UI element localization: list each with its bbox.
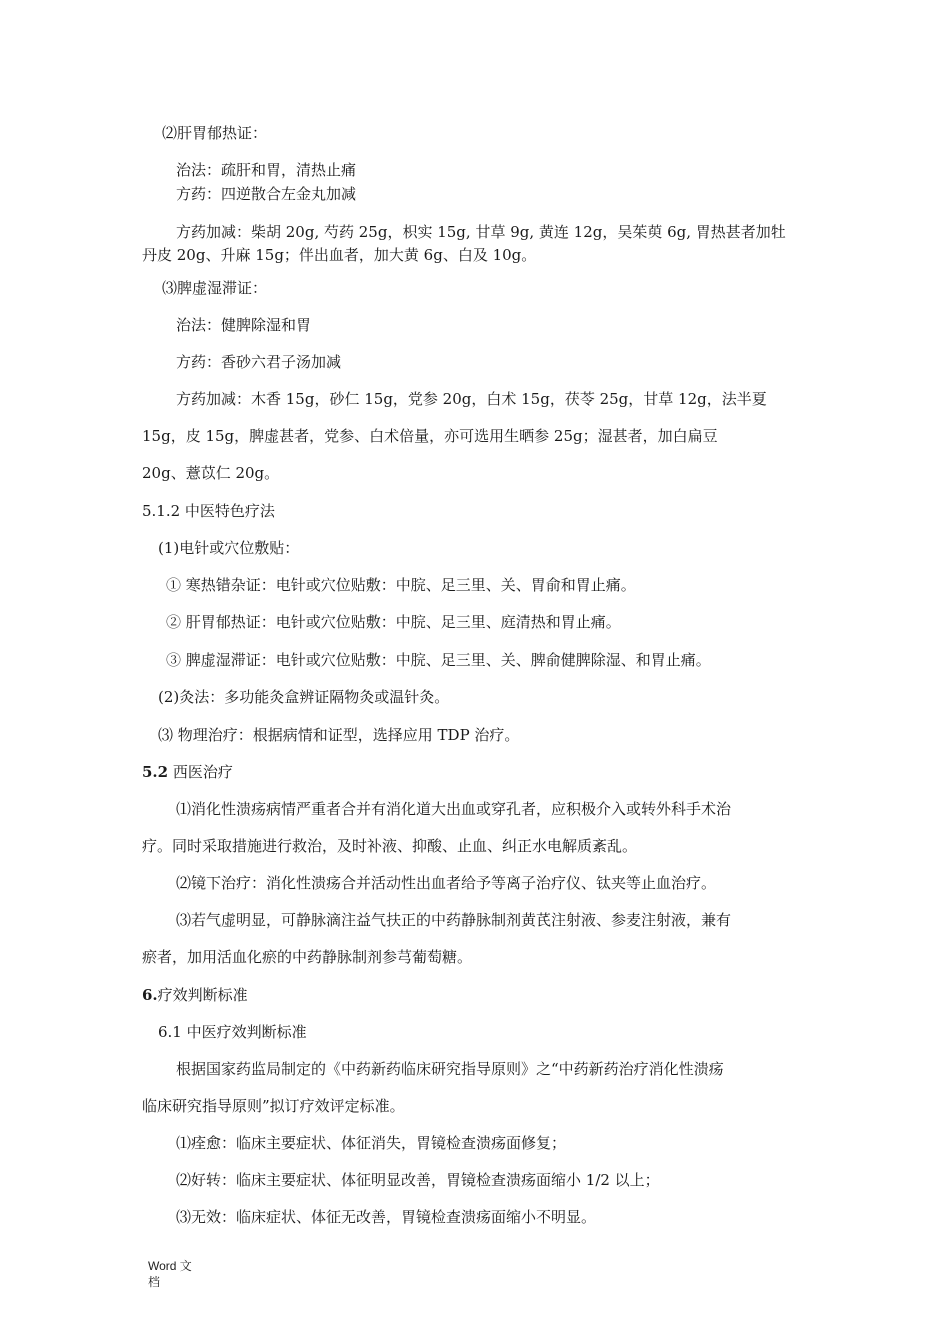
paragraph-physical-therapy: ⑶ 物理治疗：根据病情和证型，选择应用 TDP 治疗。 <box>158 726 520 744</box>
paragraph-cont: 临床研究指导原则”拟订疗效评定标准。 <box>142 1097 405 1115</box>
section-title-pi-xu: ⑶脾虚湿滞证： <box>162 279 268 297</box>
prescription: 方药：四逆散合左金丸加减 <box>176 185 357 203</box>
heading-5-2 <box>142 762 233 782</box>
heading-6 <box>142 985 248 1005</box>
heading-text: 西医治疗 <box>168 763 233 781</box>
heading-6-1: 6.1 中医疗效判断标准 <box>158 1023 307 1041</box>
heading-text: 疗效判断标准 <box>157 986 248 1004</box>
paragraph-cont: 瘀者，加用活血化瘀的中药静脉制剂参芎葡萄糖。 <box>142 948 473 966</box>
list-item: ① 寒热错杂证：电针或穴位贴敷：中脘、足三里、关、胃俞和胃止痛。 <box>166 576 636 594</box>
list-item: ③ 脾虚湿滞证：电针或穴位贴敷：中脘、足三里、关、脾俞健脾除湿、和胃止痛。 <box>166 651 711 669</box>
paragraph: ⑴消化性溃疡病情严重者合并有消化道大出血或穿孔者，应积极介入或转外科手术治 <box>176 800 732 818</box>
footer-line: Word 文 <box>148 1259 192 1273</box>
prescription: 方药：香砂六君子汤加减 <box>176 353 342 371</box>
heading-number: 6. <box>142 986 158 1004</box>
list-item: ② 肝胃郁热证：电针或穴位贴敷：中脘、足三里、庭清热和胃止痛。 <box>166 613 621 631</box>
paragraph: ⑵镜下治疗：消化性溃疡合并活动性出血者给予等离子治疗仪、钛夹等止血治疗。 <box>176 874 717 892</box>
paragraph: 根据国家药监局制定的《中药新药临床研究指导原则》之“中药新药治疗消化性溃疡 <box>176 1060 724 1078</box>
section-title-gan-wei: ⑵肝胃郁热证： <box>162 124 268 142</box>
heading-5-1-2: 5.1.2 中医特色疗法 <box>142 502 275 520</box>
criteria-item: ⑵好转：临床主要症状、体征明显改善，胃镜检查溃疡面缩小 1/2 以上； <box>176 1171 660 1189</box>
treatment-method: 治法：健脾除湿和胃 <box>176 316 312 334</box>
paragraph-cont: 疗。同时采取措施进行救治，及时补液、抑酸、止血、纠正水电解质紊乱。 <box>142 837 638 855</box>
paragraph-moxibustion: (2)灸法：多功能灸盒辨证隔物灸或温针灸。 <box>158 688 450 706</box>
prescription-modification-cont: 20g、薏苡仁 20g。 <box>142 464 280 482</box>
criteria-item: ⑴痊愈：临床主要症状、体征消失，胃镜检查溃疡面修复； <box>176 1134 567 1152</box>
heading-number: 5.2 <box>142 763 169 781</box>
paragraph-acupoint: (1)电针或穴位敷贴： <box>158 539 300 557</box>
page-footer <box>148 1258 192 1290</box>
paragraph: ⑶若气虚明显，可静脉滴注益气扶正的中药静脉制剂黄芪注射液、参麦注射液，兼有 <box>176 911 732 929</box>
treatment-method: 治法：疏肝和胃，清热止痛 <box>176 161 357 179</box>
prescription-modification: 方药加减：柴胡 20g, 芍药 25g，枳实 15g, 甘草 9g, 黄连 12g，吴茱萸 6g, 胃热甚者加牡 <box>176 223 786 241</box>
criteria-item: ⑶无效：临床症状、体征无改善，胃镜检查溃疡面缩小不明显。 <box>176 1208 597 1226</box>
prescription-modification: 方药加减：木香 15g，砂仁 15g，党参 20g，白术 15g，茯苓 25g，甘草 12g，法半夏 <box>176 390 767 408</box>
footer-line: 档 <box>148 1275 161 1289</box>
prescription-modification-cont: 15g，皮 15g，脾虚甚者，党参、白术倍量，亦可选用生晒参 25g；湿甚者，加白扁豆 <box>142 427 718 445</box>
prescription-modification-cont: 丹皮 20g、升麻 15g；伴出血者，加大黄 6g、白及 10g。 <box>142 246 537 264</box>
